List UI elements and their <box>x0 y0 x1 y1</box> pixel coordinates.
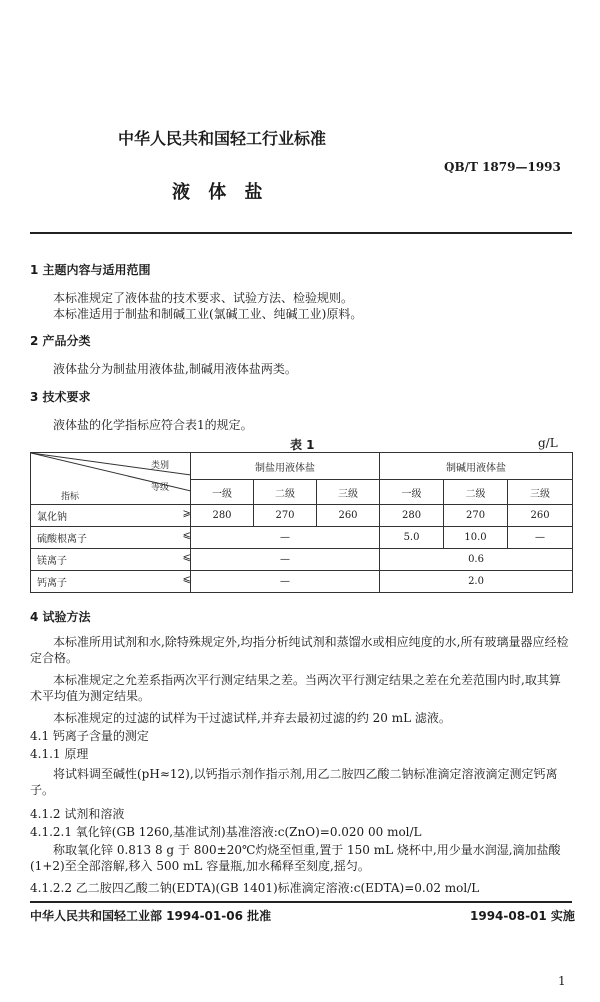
subsection-4-1-2-2-heading: 4.1.2.2 乙二胺四乙酸二钠(EDTA)(GB 1401)标准滴定溶液:c(EDTA)=0.02 mol/L <box>30 881 480 895</box>
table-cell: 270 <box>254 505 317 527</box>
subsection-4-1-1-para: 将试料调至碱性(pH≈12),以钙指示剂作指示剂,用乙二胺四乙酸二钠标准滴定溶液滴定测定钙离子。 <box>30 767 558 797</box>
standard-code: QB/T 1879—1993 <box>444 160 561 174</box>
table-cell: 270 <box>444 505 508 527</box>
row-symbol: ⩾ <box>182 508 191 519</box>
table-cell: — <box>191 549 380 571</box>
row-label: 氯化钠 <box>37 512 67 523</box>
table-cell: — <box>191 527 380 549</box>
section-1-para-1: 本标准规定了液体盐的技术要求、试验方法、检验规则。 <box>53 291 354 305</box>
row-label: 钙离子 <box>37 578 67 589</box>
table-cell: 2.0 <box>380 571 573 593</box>
section-2-heading: 2 产品分类 <box>30 334 91 348</box>
footer-rule <box>30 901 572 903</box>
row-label: 硫酸根离子 <box>37 534 87 545</box>
table-cell: 0.6 <box>380 549 573 571</box>
corner-category-label: 类别 <box>151 461 170 471</box>
table-cell: 260 <box>508 505 573 527</box>
subsection-4-1-2-1-heading: 4.1.2.1 氧化锌(GB 1260,基准试剂)基准溶液:c(ZnO)=0.020 00 mol/L <box>30 825 422 839</box>
section-1-heading: 1 主题内容与适用范围 <box>30 263 151 277</box>
corner-grade-label: 等级 <box>151 483 170 493</box>
header-rule <box>30 232 572 234</box>
row-label-cell <box>31 527 191 549</box>
org-title: 中华人民共和国轻工行业标准 <box>118 129 327 148</box>
subsection-4-1-2-1-para: 称取氧化锌 0.813 8 g 于 800±20℃灼烧至恒重,置于 150 mL 烧杯中,用少量水润湿,滴加盐酸(1+2)至全部溶解,移入 500 mL 容量瓶,加水稀释至刻度,摇匀。 <box>30 843 561 873</box>
row-symbol: ⩽ <box>182 574 191 585</box>
table-cell: — <box>508 527 573 549</box>
grade-header: 一级 <box>191 480 254 505</box>
section-3-heading: 3 技术要求 <box>30 390 91 404</box>
grade-header: 二级 <box>444 480 508 505</box>
grade-header: 三级 <box>508 480 573 505</box>
row-symbol: ⩽ <box>182 530 191 541</box>
table-cell: — <box>191 571 380 593</box>
table-corner-cell <box>31 453 191 505</box>
grade-header: 一级 <box>380 480 444 505</box>
row-label-cell <box>31 549 191 571</box>
table-cell: 280 <box>191 505 254 527</box>
table-row-sulfate <box>31 527 573 549</box>
corner-indicator-label: 指标 <box>61 492 80 502</box>
table-unit: g/L <box>538 436 558 450</box>
subsection-4-1-heading: 4.1 钙离子含量的测定 <box>30 729 149 743</box>
section-4-para-3: 本标准规定的过滤的试样为干过滤试样,并弃去最初过滤的约 20 mL 滤液。 <box>53 711 451 725</box>
approval-line: 中华人民共和国轻工业部 1994-01-06 批准 <box>30 909 272 923</box>
table-row-magnesium <box>31 549 573 571</box>
row-symbol: ⩽ <box>182 552 191 563</box>
section-1-para-2: 本标准适用于制盐和制碱工业(氯碱工业、纯碱工业)原料。 <box>53 307 363 321</box>
section-4-para-2: 本标准规定之允差系指两次平行测定结果之差。当两次平行测定结果之差在允差范围内时,取其算术平均值为测定结果。 <box>30 673 561 703</box>
row-label-cell <box>31 505 191 527</box>
table-cell: 280 <box>380 505 444 527</box>
row-label: 镁离子 <box>37 556 67 567</box>
subsection-4-1-2-heading: 4.1.2 试剂和溶液 <box>30 807 125 821</box>
section-4-para-1: 本标准所用试剂和水,除特殊规定外,均指分析纯试剂和蒸馏水或相应纯度的水,所有玻璃量器应经检定合格。 <box>30 635 569 665</box>
doc-title: 液 体 盐 <box>172 182 269 203</box>
section-2-para-1: 液体盐分为制盐用液体盐,制碱用液体盐两类。 <box>53 362 297 376</box>
subsection-4-1-1-heading: 4.1.1 原理 <box>30 747 89 761</box>
table-row-sodium-chloride <box>31 505 573 527</box>
group-header-salt: 制盐用液体盐 <box>191 453 380 480</box>
group-header-alkali: 制碱用液体盐 <box>380 453 573 480</box>
section-3-para-1: 液体盐的化学指标应符合表1的规定。 <box>53 418 253 432</box>
section-4-heading: 4 试验方法 <box>30 610 91 624</box>
table-cell: 10.0 <box>444 527 508 549</box>
grade-header: 二级 <box>254 480 317 505</box>
table-cell: 260 <box>317 505 380 527</box>
table-1 <box>30 452 573 593</box>
table-cell: 5.0 <box>380 527 444 549</box>
row-label-cell <box>31 571 191 593</box>
table-caption: 表 1 <box>290 438 315 452</box>
grade-header: 三级 <box>317 480 380 505</box>
table-row-calcium <box>31 571 573 593</box>
page-number: 1 <box>558 974 566 988</box>
implementation-date: 1994-08-01 实施 <box>470 909 575 923</box>
